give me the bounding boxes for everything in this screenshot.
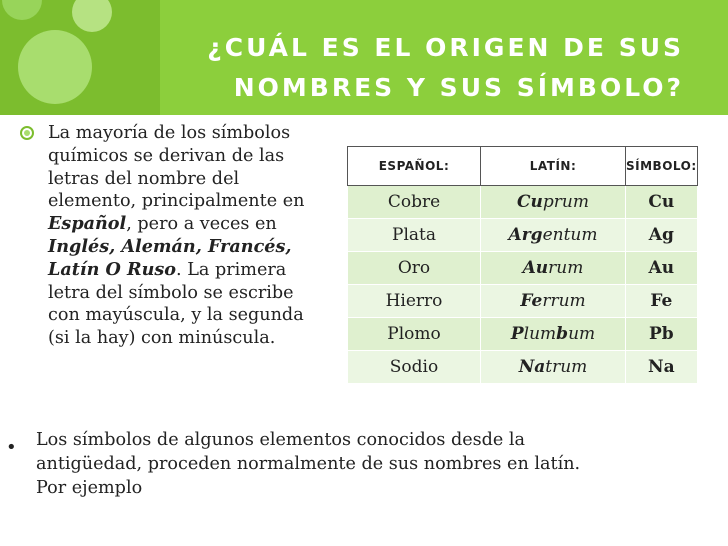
latin-rest: rrum: [542, 291, 586, 311]
latin-bold: Na: [518, 357, 546, 377]
latin-rest: entum: [542, 225, 598, 245]
decorative-circle: [18, 30, 92, 104]
cell-spanish: Sodio: [348, 351, 481, 384]
emphasis-text: Español: [48, 213, 127, 235]
intro-line: [48, 213, 348, 236]
cell-latin: [481, 219, 626, 252]
latin-rest: rum: [548, 258, 584, 278]
slide-title-line-1: ¿CUÁL ES EL ORIGEN DE SUS: [207, 33, 684, 62]
intro-line: letras del nombre del: [48, 168, 240, 189]
bullet-ring-icon: [20, 126, 34, 140]
intro-line: con mayúscula, y la segunda: [48, 305, 304, 326]
header-spanish: ESPAÑOL:: [348, 147, 481, 186]
cell-symbol: Ag: [626, 219, 698, 252]
intro-line: [48, 259, 348, 282]
latin-bold: b: [556, 324, 569, 344]
title-banner: [0, 0, 728, 115]
intro-line: La mayoría de los símbolos: [48, 123, 291, 143]
decorative-circle: [72, 0, 112, 32]
latin-rest: um: [568, 324, 596, 344]
slide-title-line-2: NOMBRES Y SUS SÍMBOLO?: [233, 73, 684, 102]
header-symbol: SÍMBOLO:: [626, 147, 698, 186]
cell-latin: [481, 285, 626, 318]
table-row: [348, 285, 698, 318]
latin-bold: P: [510, 324, 524, 344]
intro-text: , pero a veces en: [126, 214, 277, 235]
table-row: [348, 219, 698, 252]
cell-symbol: Na: [626, 351, 698, 384]
intro-text: . La primera: [176, 259, 287, 280]
table-header-row: [348, 147, 698, 186]
decorative-strip: [0, 0, 160, 115]
header-latin: LATÍN:: [481, 147, 626, 186]
table-row: [348, 186, 698, 219]
cell-latin: [481, 252, 626, 285]
elements-table: [347, 146, 698, 384]
latin-bold: Cu: [517, 192, 543, 212]
cell-latin: [481, 186, 626, 219]
intro-paragraph: [48, 122, 348, 350]
footer-paragraph: [36, 428, 696, 500]
latin-rest: lum: [523, 324, 557, 344]
latin-bold: Au: [522, 258, 549, 278]
cell-symbol: Cu: [626, 186, 698, 219]
cell-symbol: Pb: [626, 318, 698, 351]
table-row: [348, 252, 698, 285]
latin-bold: Fe: [520, 291, 543, 311]
intro-line: químicos se derivan de las: [48, 145, 285, 166]
intro-line: letra del símbolo se escribe: [48, 282, 294, 303]
emphasis-text: Inglés, Alemán, Francés,: [48, 235, 292, 257]
intro-line: [48, 236, 348, 259]
cell-spanish: Oro: [348, 252, 481, 285]
latin-rest: trum: [545, 357, 588, 377]
footer-line: Los símbolos de algunos elementos conocidos desde la: [36, 430, 526, 450]
intro-line: (si la hay) con minúscula.: [48, 328, 276, 349]
decorative-circle: [2, 0, 42, 20]
cell-spanish: Plata: [348, 219, 481, 252]
emphasis-text: Latín O Ruso: [48, 258, 177, 280]
bullet-dot-icon: •: [6, 437, 17, 458]
table-row: [348, 351, 698, 384]
footer-line: Por ejemplo: [36, 478, 143, 498]
intro-line: elemento, principalmente en: [48, 191, 305, 212]
latin-rest: prum: [542, 192, 589, 212]
cell-spanish: Hierro: [348, 285, 481, 318]
cell-symbol: Au: [626, 252, 698, 285]
footer-line: antigüedad, proceden normalmente de sus nombres en latín.: [36, 454, 581, 474]
cell-latin: [481, 318, 626, 351]
cell-symbol: Fe: [626, 285, 698, 318]
cell-spanish: Cobre: [348, 186, 481, 219]
cell-latin: [481, 351, 626, 384]
table-row: [348, 318, 698, 351]
cell-spanish: Plomo: [348, 318, 481, 351]
latin-bold: Arg: [508, 225, 543, 245]
